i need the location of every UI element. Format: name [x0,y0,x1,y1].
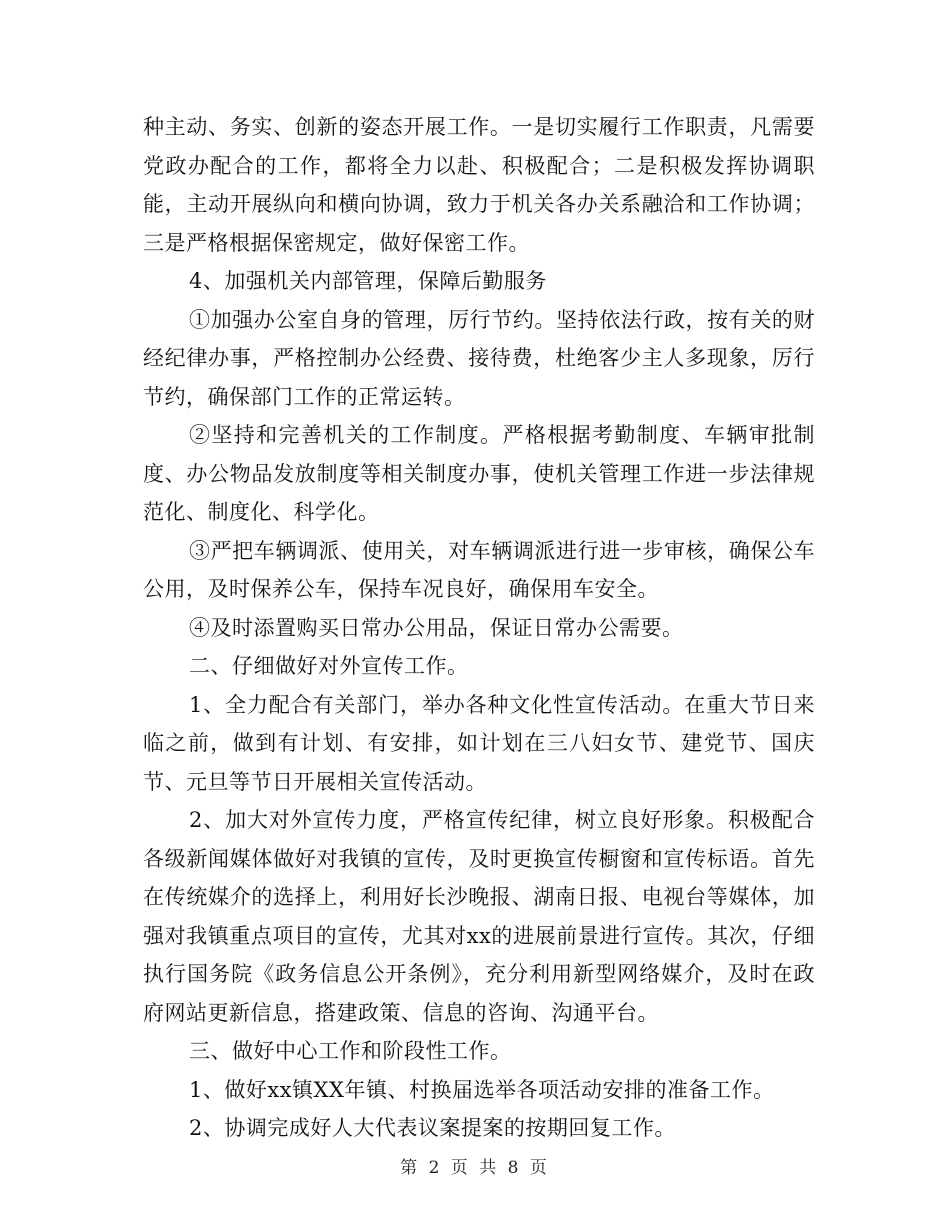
page-number-footer: 第 2 页 共 8 页 [400,1158,550,1178]
paragraph-central-work-2: 2、协调完成好人大代表议案提案的按期回复工作。 [189,1116,676,1140]
section-heading-central-work: 三、做好中心工作和阶段性工作。 [189,1039,512,1063]
paragraph-item-1: ①加强办公室自身的管理，厉行节约。坚持依法行政，按有关的财经纪律办事，严格控制办公经费、接待费，杜绝客少主人多现象，厉行节约，确保部门工作的正常运转。 [143,307,815,409]
section-heading-internal-management: 4、加强机关内部管理，保障后勤服务 [189,269,547,293]
paragraph-item-4: ④及时添置购买日常办公用品，保证日常办公需要。 [189,615,684,640]
section-heading-publicity: 二、仔细做好对外宣传工作。 [189,654,469,678]
paragraph-publicity-1: 1、全力配合有关部门，举办各种文化性宣传活动。在重大节日来临之前，做到有计划、有安排，如计划在三八妇女节、建党节、国庆节、元旦等节日开展相关宣传活动。 [143,692,815,794]
paragraph-continuation: 种主动、务实、创新的姿态开展工作。一是切实履行工作职责，凡需要党政办配合的工作，都将全力以赴、积极配合；二是积极发挥协调职能，主动开展纵向和横向协调，致力于机关各办关系融洽和工作协调；三是严格根据保密规定，做好保密工作。 [143,115,815,255]
paragraph-publicity-2: 2、加大对外宣传力度，严格宣传纪律，树立良好形象。积极配合各级新闻媒体做好对我镇的宣传，及时更换宣传橱窗和宣传标语。首先在传统媒介的选择上，利用好长沙晚报、湖南日报、电视台等媒体，加强对我镇重点项目的宣传，尤其对xx的进展前景进行宣传。其次，仔细执行国务院《政务信息公开条例》，充分利用新型网络媒介，及时在政府网站更新信息，搭建政策、信息的咨询、沟通平台。 [143,808,815,1025]
paragraph-item-2: ②坚持和完善机关的工作制度。严格根据考勤制度、车辆审批制度、办公物品发放制度等相关制度办事，使机关管理工作进一步法律规范化、制度化、科学化。 [143,423,815,524]
document-body [143,108,815,1148]
paragraph-central-work-1: 1、做好xx镇XX年镇、村换届选举各项活动安排的准备工作。 [189,1077,775,1102]
paragraph-item-3: ③严把车辆调派、使用关，对车辆调派进行进一步审核，确保公车公用，及时保养公车，保持车况良好，确保用车安全。 [143,538,815,601]
